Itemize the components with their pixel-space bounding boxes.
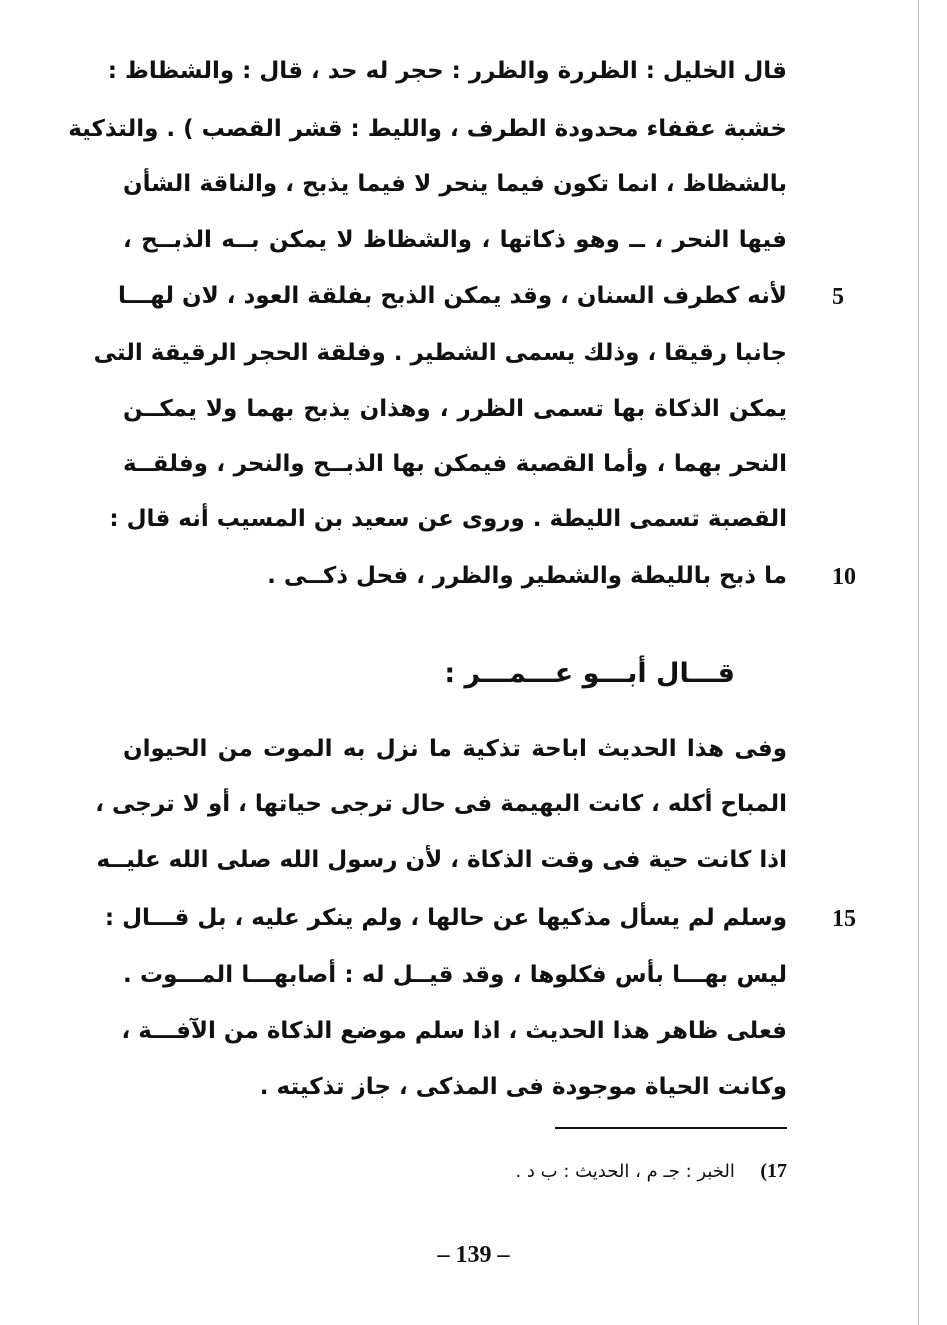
text-line: فيها النحر ، ــ وهو ذكاتها ، والشظاظ لا يمكن بــه الذبــح ، (123, 227, 787, 253)
footnote (515, 1158, 787, 1185)
page-number: – 139 – (437, 1242, 510, 1268)
text-line: وسلم لم يسأل مذكيها عن حالها ، ولم ينكر عليه ، بل قـــال : (104, 905, 787, 931)
footnote-rule (555, 1127, 787, 1129)
section-heading: قـــال أبـــو عـــمـــر : (444, 658, 735, 689)
text-line: بالشظاظ ، انما تكون فيما ينحر لا فيما يذبح ، والناقة الشأن (123, 171, 787, 197)
text-line: خشبة عقفاء محدودة الطرف ، والليط : قشر القصب ) . والتذكية (68, 116, 787, 142)
text-line: اذا كانت حية فى وقت الذكاة ، لأن رسول الله صلى الله عليــه (96, 847, 787, 873)
text-line: فعلى ظاهر هذا الحديث ، اذا سلم موضع الذكاة من الآفـــة ، (121, 1018, 787, 1044)
text-line: وكانت الحياة موجودة فى المذكى ، جاز تذكيته . (259, 1074, 787, 1100)
line-number: 10 (832, 564, 856, 590)
footnote-text: الخبر : جـ م ، الحديث : ب د . (515, 1161, 735, 1182)
text-line: لأنه كطرف السنان ، وقد يمكن الذبح بفلقة العود ، لان لهـــا (117, 283, 787, 309)
footnote-number: 17) (760, 1160, 787, 1182)
text-line: جانبا رقيقا ، وذلك يسمى الشطير . وفلقة الحجر الرقيقة التى (93, 340, 787, 366)
text-line: وفى هذا الحديث اباحة تذكية ما نزل به الموت من الحيوان (123, 736, 787, 762)
text-line: المباح أكله ، كانت البهيمة فى حال ترجى حياتها ، أو لا ترجى ، (95, 791, 787, 817)
line-number: 5 (832, 284, 844, 310)
text-line: القصبة تسمى الليطة . وروى عن سعيد بن المسيب أنه قال : (109, 506, 787, 532)
text-line: النحر بهما ، وأما القصبة فيمكن بها الذبــح والنحر ، وفلقــة (123, 451, 787, 477)
line-number: 15 (832, 906, 856, 932)
page-edge-divider (918, 0, 919, 1325)
text-line: ما ذبح بالليطة والشطير والظرر ، فحل ذكــى . (267, 563, 787, 589)
text-line: يمكن الذكاة بها تسمى الظرر ، وهذان يذبح بهما ولا يمكــن (123, 396, 787, 422)
text-line: ليس بهـــا بأس فكلوها ، وقد قيــل له : أصابهـــا المـــوت . (123, 962, 787, 988)
text-line: قال الخليل : الظررة والظرر : حجر له حد ، قال : والشظاظ : (107, 58, 787, 84)
